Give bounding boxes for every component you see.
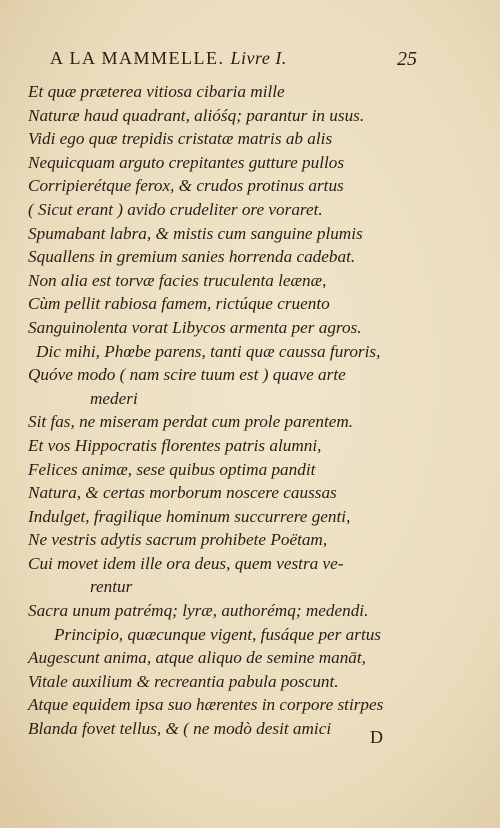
verse-text xyxy=(28,80,468,741)
catchword: D xyxy=(370,727,383,747)
verse-line: Ne vestris adytis sacrum prohibete Poëtam, xyxy=(28,530,328,550)
verse-line: Cùm pellit rabiosa famem, rictúque cruento xyxy=(28,294,330,314)
verse-line: Et vos Hippocratis florentes patris alumni, xyxy=(28,435,322,455)
verse-line: Nequicquam arguto crepitantes gutture pullos xyxy=(28,152,345,172)
running-head-book: Livre I. xyxy=(230,48,287,68)
verse-line: Blanda fovet tellus, & ( ne modò desit amici xyxy=(28,719,332,739)
verse-line: Sacra unum patrémq; lyræ, authorémq; medendi. xyxy=(28,601,369,621)
verse-line: Vitale auxilium & recreantia pabula poscunt. xyxy=(28,671,339,691)
running-head xyxy=(50,48,287,69)
verse-line: Spumabant labra, & mistis cum sanguine plumis xyxy=(28,223,363,243)
verse-line: Augescunt anima, atque aliquo de semine manāt, xyxy=(28,648,366,668)
verse-line: Naturæ haud quadrant, alióśq; parantur in usus. xyxy=(28,105,365,125)
verse-line: Sit fas, ne miseram perdat cum prole parentem. xyxy=(28,412,354,432)
verse-line: Indulget, fragilique hominum succurrere genti, xyxy=(28,506,351,526)
verse-line: Atque equidem ipsa suo hærentes in corpore stirpes xyxy=(28,695,384,715)
running-head-title: A LA MAMMELLE. xyxy=(50,48,225,68)
verse-line: ( Sicut erant ) avido crudeliter ore voraret. xyxy=(28,199,323,219)
page-number: 25 xyxy=(397,48,417,70)
verse-line: Principio, quæcunque vigent, fusáque per artus xyxy=(54,624,381,644)
verse-line: Felices animæ, sese quibus optima pandit xyxy=(28,459,316,479)
verse-line: Et quæ præterea vitiosa cibaria mille xyxy=(28,82,285,101)
verse-line: Corripierétque ferox, & crudos protinus artus xyxy=(28,176,344,196)
verse-line: Natura, & certas morborum noscere caussas xyxy=(28,483,337,503)
verse-line: Dic mihi, Phœbe parens, tanti quæ caussa furoris, xyxy=(36,341,381,361)
verse-line: Cui movet idem ille ora deus, quem vestra ve- xyxy=(28,553,344,573)
page-header xyxy=(20,48,420,74)
verse-line-continuation: mederi xyxy=(90,388,138,408)
verse-line-continuation: rentur xyxy=(90,577,133,597)
verse-line: Vidi ego quæ trepidis cristatæ matris ab alis xyxy=(28,129,333,149)
verse-line: Sanguinolenta vorat Libycos armenta per agros. xyxy=(28,317,362,337)
verse-line: Quóve modo ( nam scire tuum est ) quave arte xyxy=(28,365,346,385)
verse-line: Squallens in gremium sanies horrenda cadebat. xyxy=(28,247,356,267)
verse-line: Non alia est torvæ facies truculenta leænæ, xyxy=(28,270,327,290)
